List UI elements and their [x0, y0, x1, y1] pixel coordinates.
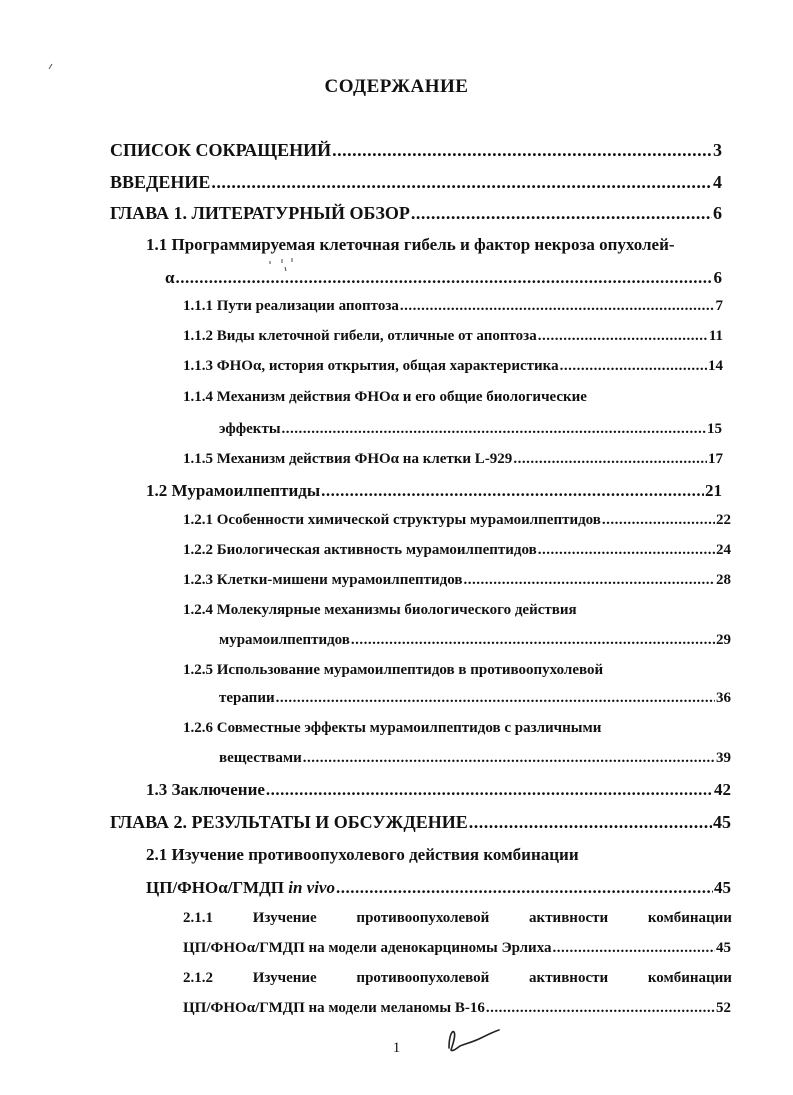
toc-entry-page: 15	[707, 421, 722, 437]
word: комбинации	[647, 910, 732, 926]
toc-entry-label: ГЛАВА 2. РЕЗУЛЬТАТЫ И ОБСУЖДЕНИЕ	[110, 812, 468, 832]
toc-entry-1-2-6[interactable]	[219, 750, 731, 767]
toc-entry-2-1-1-line1[interactable]	[183, 910, 732, 927]
toc-entry-1-2-6-line1[interactable]: 1.2.6 Совместные эффекты мурамоилпептидов с различными	[183, 720, 602, 736]
word: активности	[529, 910, 609, 926]
toc-entry-label: ВВЕДЕНИЕ	[110, 172, 211, 192]
toc-leader-dots	[553, 940, 715, 957]
toc-entry-1-2-2[interactable]	[183, 542, 731, 559]
toc-leader-dots	[266, 780, 713, 800]
toc-entry-page: 45	[716, 940, 731, 956]
toc-entry-label: эффекты	[219, 421, 281, 437]
toc-entry-1-2-1[interactable]	[183, 512, 731, 529]
toc-entry-label: мурамоилпептидов	[219, 632, 350, 648]
toc-entry-page: 21	[705, 481, 722, 500]
word: 2.1.2	[183, 970, 213, 986]
toc-entry-1-2-5-line1[interactable]: 1.2.5 Использование мурамоилпептидов в противоопухолевой	[183, 662, 604, 678]
toc-entry-label-text: ЦП/ФНОα/ГМДП	[146, 878, 289, 897]
toc-entry-label: ГЛАВА 1. ЛИТЕРАТУРНЫЙ ОБЗОР	[110, 203, 410, 223]
word: комбинации	[647, 970, 732, 986]
handwritten-initials-icon	[443, 1026, 503, 1056]
toc-entry-2-1-2-line1[interactable]	[183, 970, 732, 987]
toc-entry-2-1-line1[interactable]: 2.1 Изучение противоопухолевого действия комбинации	[146, 845, 579, 864]
toc-entry-label: терапии	[219, 690, 275, 706]
toc-entry-2-1-1[interactable]	[183, 940, 731, 957]
toc-entry-label: веществами	[219, 750, 302, 766]
toc-leader-dots	[321, 481, 704, 501]
page-number: 1	[392, 1040, 401, 1056]
toc-leader-dots	[332, 140, 712, 161]
toc-entry-label: 1.3 Заключение	[146, 780, 265, 799]
toc-entry-label: ЦП/ФНОα/ГМДП на модели аденокарциномы Эрлиха	[183, 940, 552, 956]
toc-entry-chapter-1[interactable]	[110, 203, 722, 224]
toc-entry-chapter-2[interactable]	[110, 812, 731, 833]
toc-entry-label: 1.1.3 ФНОα, история открытия, общая характеристика	[183, 358, 559, 374]
toc-entry-page: 39	[716, 750, 731, 766]
toc-entry-page: 6	[713, 268, 722, 287]
toc-leader-dots	[486, 1000, 715, 1017]
toc-leader-dots	[538, 328, 708, 345]
toc-entry-1-1-1[interactable]	[183, 298, 723, 315]
toc-entry-label: 1.2.1 Особенности химической структуры мурамоилпептидов	[183, 512, 601, 528]
scan-speck-icon	[268, 257, 298, 273]
toc-entry-1-1-4[interactable]	[219, 421, 722, 438]
word: активности	[529, 970, 609, 986]
toc-leader-dots	[276, 690, 715, 707]
toc-entry-introduction[interactable]	[110, 172, 722, 193]
toc-entry-2-1-2[interactable]	[183, 1000, 731, 1017]
toc-entry-page: 42	[714, 780, 731, 799]
toc-entry-label: 1.2.2 Биологическая активность мурамоилпептидов	[183, 542, 537, 558]
toc-entry-label: 1.2.3 Клетки-мишени мурамоилпептидов	[183, 572, 463, 588]
toc-entry-page: 24	[716, 542, 731, 558]
scan-speck-icon	[48, 62, 54, 70]
toc-leader-dots	[176, 268, 713, 288]
in-vivo-italic: in vivo	[288, 878, 335, 897]
toc-entry-label: СПИСОК СОКРАЩЕНИЙ	[110, 140, 332, 160]
toc-leader-dots	[211, 172, 712, 193]
toc-entry-2-1[interactable]	[146, 878, 731, 898]
toc-entry-page: 29	[716, 632, 731, 648]
word: Изучение	[252, 970, 317, 986]
toc-entry-label: ЦП/ФНОα/ГМДП на модели меланомы В-16	[183, 1000, 485, 1016]
toc-entry-page: 3	[713, 140, 722, 160]
toc-entry-page: 6	[713, 203, 722, 223]
toc-entry-1-2[interactable]	[146, 481, 722, 501]
toc-entry-label: α	[165, 268, 175, 287]
toc-entry-page: 36	[716, 690, 731, 706]
toc-entry-page: 11	[708, 328, 723, 344]
toc-entry-label: 1.1.2 Виды клеточной гибели, отличные от апоптоза	[183, 328, 537, 344]
toc-entry-label: 1.2 Мурамоилпептиды	[146, 481, 321, 500]
toc-entry-1-1-line1[interactable]: 1.1 Программируемая клеточная гибель и фактор некроза опухолей-	[146, 235, 675, 254]
toc-entry-1-1-4-line1[interactable]: 1.1.4 Механизм действия ФНОα и его общие биологические	[183, 389, 587, 405]
toc-entry-1-3[interactable]	[146, 780, 731, 800]
toc-entry-page: 14	[708, 358, 723, 374]
toc-entry-1-1-2[interactable]	[183, 328, 723, 345]
toc-leader-dots	[463, 572, 715, 589]
word: противоопухолевой	[356, 910, 490, 926]
toc-entry-1-2-5[interactable]	[219, 690, 731, 707]
word: Изучение	[252, 910, 317, 926]
toc-leader-dots	[282, 421, 706, 438]
toc-entry-1-2-4[interactable]	[219, 632, 731, 649]
toc-entry-label: 1.1.1 Пути реализации апоптоза	[183, 298, 399, 314]
toc-entry-label	[146, 878, 335, 898]
toc-leader-dots	[469, 812, 712, 833]
toc-entry-1-1[interactable]	[165, 268, 722, 288]
toc-leader-dots	[560, 358, 707, 375]
toc-leader-dots	[351, 632, 715, 649]
toc-leader-dots	[303, 750, 715, 767]
toc-leader-dots	[538, 542, 715, 559]
toc-entry-1-2-3[interactable]	[183, 572, 731, 589]
toc-entry-page: 52	[716, 1000, 731, 1016]
toc-leader-dots	[513, 451, 707, 468]
toc-entry-page: 17	[708, 451, 723, 467]
word: противоопухолевой	[356, 970, 490, 986]
toc-leader-dots	[336, 878, 713, 898]
toc-entry-page: 4	[713, 172, 722, 192]
toc-entry-1-1-5[interactable]	[183, 451, 723, 468]
toc-entry-page: 28	[716, 572, 731, 588]
toc-leader-dots	[400, 298, 715, 315]
toc-entry-page: 45	[714, 878, 731, 897]
toc-entry-label: 1.1.5 Механизм действия ФНОα на клетки L-929	[183, 451, 513, 467]
toc-entry-1-2-4-line1[interactable]: 1.2.4 Молекулярные механизмы биологического действия	[183, 602, 577, 618]
toc-entry-page: 7	[715, 298, 723, 314]
toc-entry-page: 22	[716, 512, 731, 528]
toc-leader-dots	[411, 203, 712, 224]
toc-leader-dots	[602, 512, 715, 529]
word: 2.1.1	[183, 910, 213, 926]
page-title: СОДЕРЖАНИЕ	[324, 76, 469, 97]
toc-entry-page: 45	[713, 812, 731, 832]
toc-entry-1-1-3[interactable]	[183, 358, 723, 375]
toc-entry-abbreviations[interactable]	[110, 140, 722, 161]
